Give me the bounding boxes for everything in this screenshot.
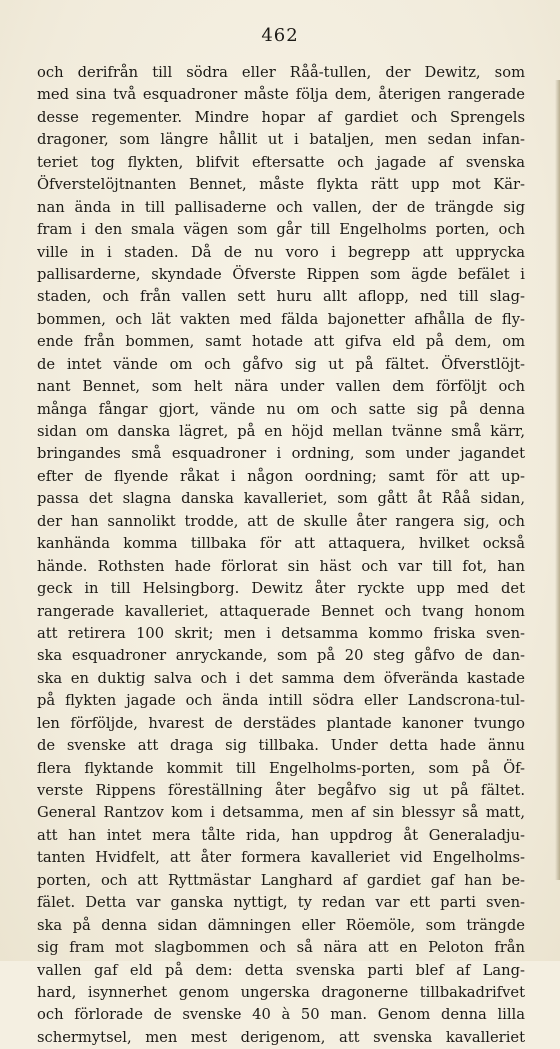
text-line: geck in till Helsingborg. Dewitz åter ryckte upp med det [37,580,525,598]
text-line: bommen, och lät vakten med fälda bajonetter afhålla de fly- [37,310,525,328]
text-line: med sina två esquadroner måste följa dem, återigen rangerade [37,86,525,104]
text-line: många fångar gjort, vände nu om och satte sig på denna [37,400,525,418]
text-line: ville in i staden. Då de nu voro i begrepp att upprycka [37,243,525,261]
text-line: på flykten jagade och ända intill södra eller Landscrona-tul- [37,692,525,710]
text-line: fälet. Detta var ganska nyttigt, ty redan var ett parti sven- [37,894,525,912]
text-line: och förlorade de svenske 40 à 50 man. Genom denna lilla [37,1006,525,1024]
text-line: ska en duktig salva och i det samma dem öfverända kastade [37,669,525,687]
text-line: att retirera 100 skrit; men i detsamma kommo friska sven- [37,624,525,642]
text-line: kanhända komma tillbaka för att attaquera, hvilket också [37,535,525,553]
text-line: desse regementer. Mindre hopar af gardiet och Sprengels [37,108,525,126]
text-line: nant Bennet, som helt nära under vallen dem förföljt och [37,378,525,396]
text-line: att han intet mera tålte rida, han uppdrog åt Generaladju- [37,826,525,844]
text-line: teriet tog flykten, blifvit eftersatte och jagade af svenska [37,153,525,171]
text-line: sidan om danska lägret, på en höjd mellan tvänne små kärr, [37,423,525,440]
text-line: passa det slagna danska kavalleriet, som gått åt Råå sidan, [37,490,525,508]
text-line: Öfverstelöjtnanten Bennet, måste flykta rätt upp mot Kär- [37,176,525,194]
text-line: der han sannolikt trodde, att de skulle åter rangera sig, och [37,512,525,530]
text-line: len förföljde, hvarest de derstädes plantade kanoner tvungo [37,714,525,732]
text-line: hard, isynnerhet genom ungerska dragonerne tillbakadrifvet [37,983,525,1001]
text-line: nan ända in till pallisaderne och vallen, der de trängde sig [37,198,525,216]
text-line: och derifrån till södra eller Råå-tullen, der Dewitz, som [37,64,525,81]
text-line: flera flyktande kommit till Engelholms-porten, som på Öf- [37,759,525,777]
page-edge-shadow [555,80,560,880]
body-text [37,62,525,1049]
text-line: porten, och att Ryttmästar Langhard af gardiet gaf han be- [37,871,525,889]
text-line: de svenske att draga sig tillbaka. Under detta hade ännu [37,737,525,755]
page-number: 462 [261,25,299,46]
text-line: tanten Hvidfelt, att åter formera kavalleriet vid Engelholms- [37,849,525,867]
text-line: ska på denna sidan dämningen eller Röemöle, som trängde [37,916,525,934]
text-line: dragoner, som längre hållit ut i bataljen, men sedan infan- [37,131,525,149]
text-line: pallisarderne, skyndade Öfverste Rippen som ägde befälet i [37,265,525,283]
text-line: rangerade kavalleriet, attaquerade Bennet och tvang honom [37,602,525,620]
text-line: staden, och från vallen sett huru allt aflopp, ned till slag- [37,288,525,306]
text-line: de intet vände om och gåfvo sig ut på fältet. Öfverstlöjt- [37,355,525,373]
text-line: hände. Rothsten hade förlorat sin häst och var till fot, han [37,557,525,575]
text-line: General Rantzov kom i detsamma, men af sin blessyr så matt, [37,804,525,822]
text-line: schermytsel, men mest derigenom, att svenska kavalleriet [37,1028,525,1046]
text-line: ska esquadroner anryckande, som på 20 steg gåfvo de dan- [37,647,525,665]
text-line: sig fram mot slagbommen och så nära att en Peloton från [37,939,525,957]
text-line: bringandes små esquadroner i ordning, som under jagandet [37,445,525,463]
text-line: efter de flyende råkat i någon oordning; samt för att up- [37,467,525,485]
text-line: verste Rippens föreställning åter begåfvo sig ut på fältet. [37,782,525,799]
text-line: vallen gaf eld på dem: detta svenska parti blef af Lang- [37,961,525,979]
text-line: fram i den smala vägen som går till Engelholms porten, och [37,221,525,239]
text-line: ende från bommen, samt hotade att gifva eld på dem, om [37,333,525,351]
